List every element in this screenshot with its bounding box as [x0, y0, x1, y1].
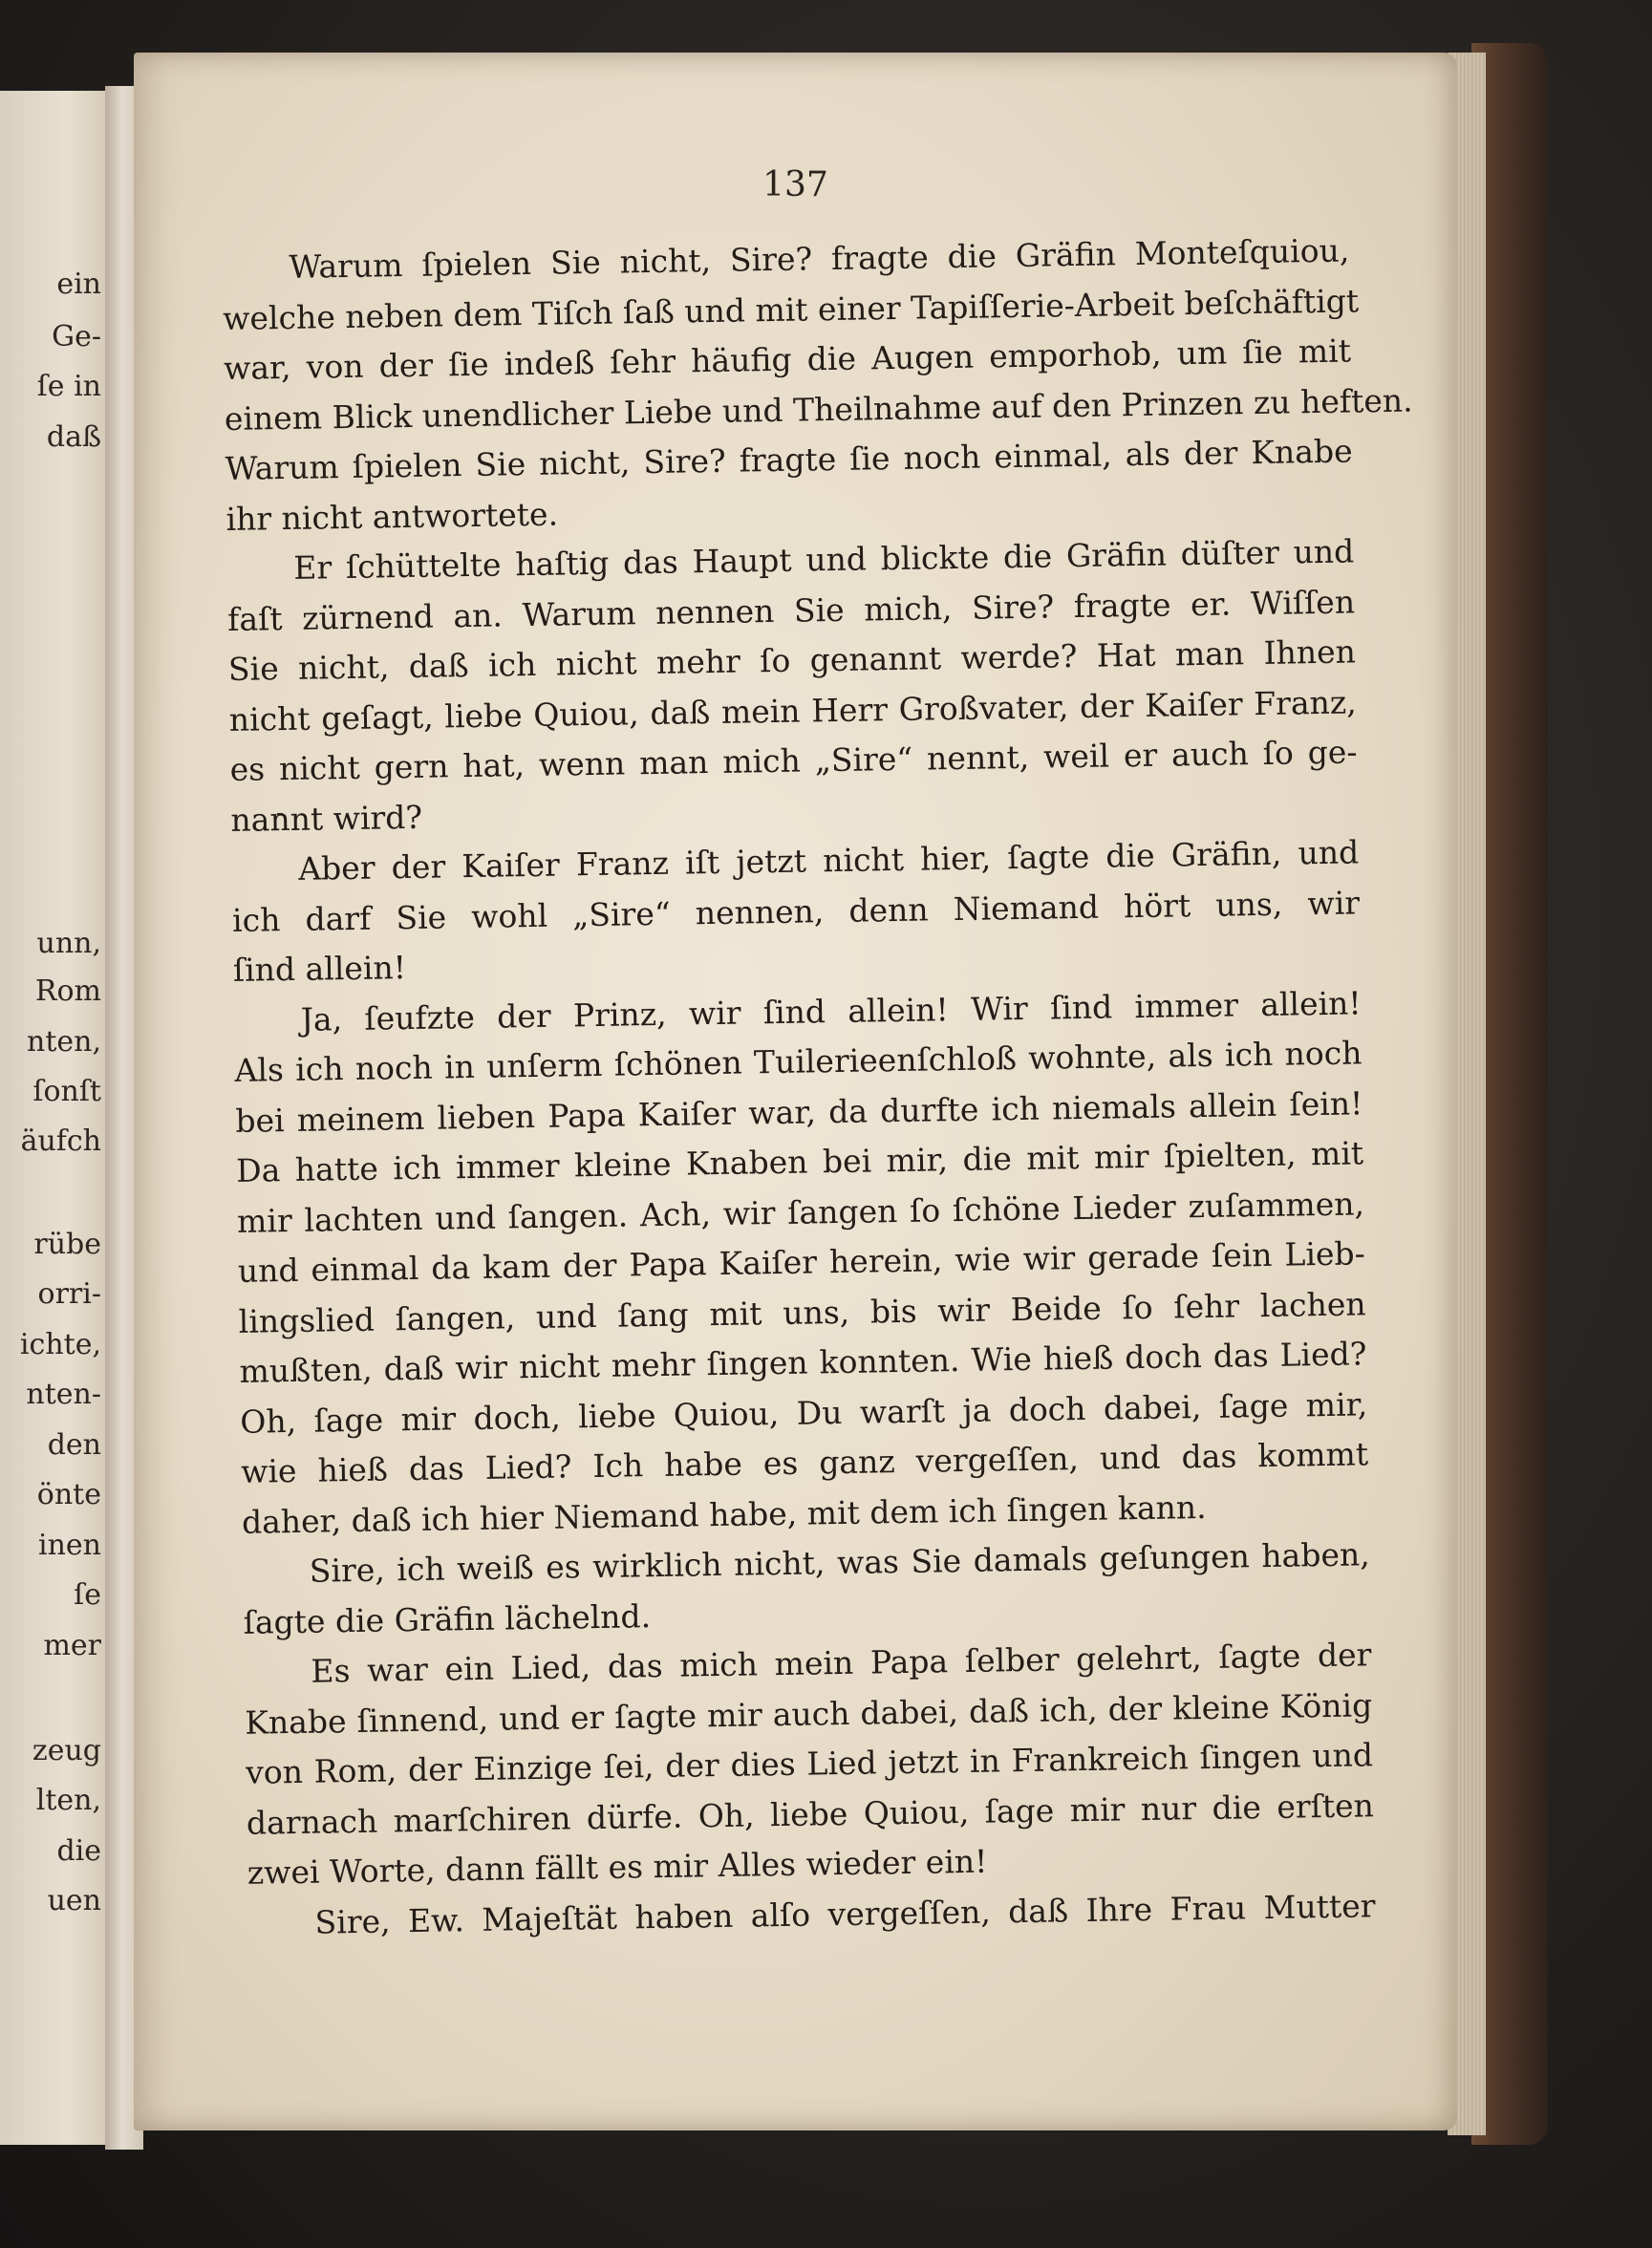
text-line: faſt zürnend an. Warum nennen Sie mich, Sire? fragte er. Wiſſen — [226, 582, 1356, 638]
left-fragment: ſe — [74, 1578, 101, 1612]
text-line: einem Blick unendlicher Liebe und Theilnahme auf den Prinzen zu heften. — [224, 380, 1413, 438]
left-fragment: önte — [36, 1478, 101, 1511]
text-line: es nicht gern hat, wenn man mich „Sire“ nennt, weil er auch ſo ge- — [229, 733, 1358, 788]
page-number: 137 — [762, 165, 828, 204]
text-line: daher, daß ich hier Niemand habe, mit dem ich ſingen kann. — [241, 1488, 1207, 1541]
text-line: darnach marſchiren dürfe. Oh, liebe Quiou, ſage mir nur die erſten — [246, 1786, 1375, 1842]
left-fragment: unn, — [36, 927, 101, 960]
text-line: war, von der ſie indeß ſehr häufig die Augen emporhob, um ſie mit — [223, 332, 1352, 387]
text-line: ſind allein! — [232, 949, 407, 989]
left-fragment: rübe — [33, 1228, 101, 1261]
left-fragment: inen — [38, 1529, 101, 1562]
text-line: Knabe ſinnend, und er ſagte mir auch dabei, daß ich, der kleine König — [245, 1685, 1373, 1742]
left-fragment: nten- — [26, 1378, 101, 1411]
left-fragment: uen — [47, 1884, 101, 1917]
left-fragment: Ge- — [52, 320, 101, 353]
text-line: Sire, ich weiß es wirklich nicht, was Sie damals geſungen haben, — [309, 1535, 1371, 1590]
text-line: bei meinem lieben Papa Kaiſer war, da durfte ich niemals allein ſein! — [235, 1083, 1363, 1140]
text-line: wie hieß das Lied? Ich habe es ganz vergeſſen, und das kommt — [240, 1435, 1369, 1490]
text-line: zwei Worte, dann fällt es mir Alles wieder ein! — [247, 1842, 988, 1892]
text-line: Als ich noch in unſerm ſchönen Tuilerieenſchloß wohnte, als ich noch — [234, 1034, 1362, 1089]
text-line: Ja, ſeufzte der Prinz, wir ſind allein! Wir ſind immer allein! — [300, 983, 1362, 1038]
text-line: mußten, daß wir nicht mehr ſingen konnten. Wie hieß doch das Lied? — [239, 1335, 1367, 1390]
book-page — [134, 53, 1457, 2130]
left-fragment: ichte, — [19, 1328, 101, 1361]
text-line: ich darf Sie wohl „Sire“ nennen, denn Niemand hört uns, wir — [231, 883, 1361, 939]
text-line: mir lachten und ſangen. Ach, wir ſangen ſo ſchöne Lieder zuſammen, — [236, 1184, 1365, 1240]
left-fragment: nten, — [27, 1025, 101, 1059]
left-fragment: ſonſt — [32, 1075, 101, 1108]
text-line: Warum ſpielen Sie nicht, Sire? fragte ſie noch einmal, als der Knabe — [225, 432, 1353, 487]
left-fragment: äufch — [20, 1124, 101, 1158]
text-line: Er ſchüttelte haſtig das Haupt und blickte die Gräfin düſter und — [293, 532, 1355, 587]
left-fragment: ein — [56, 268, 101, 301]
left-fragment: daß — [46, 420, 101, 454]
text-line: Sire, Ew. Majeſtät haben alſo vergeſſen, daß Ihre Frau Mutter — [314, 1886, 1376, 1941]
text-line: Sie nicht, daß ich nicht mehr ſo genannt werde? Hat man Ihnen — [227, 632, 1357, 688]
text-line: von Rom, der Einzige ſei, der dies Lied jetzt in Frankreich ſingen und — [245, 1736, 1374, 1791]
text-line: Oh, ſage mir doch, liebe Quiou, Du warſt ja doch dabei, ſage mir, — [240, 1384, 1368, 1441]
text-line: lingslied ſangen, und ſang mit uns, bis wir Beide ſo ſehr lachen — [238, 1284, 1366, 1340]
text-line: ſagte die Gräfin lächelnd. — [243, 1596, 652, 1641]
left-fragment: lten, — [35, 1784, 101, 1817]
text-line: Aber der Kaiſer Franz iſt jetzt nicht hier, ſagte die Gräfin, und — [297, 833, 1360, 888]
text-line: Warum ſpielen Sie nicht, Sire? fragte die Gräfin Monteſquiou, — [289, 231, 1350, 286]
left-facing-page — [0, 91, 113, 2145]
left-fragment: zeug — [32, 1734, 101, 1767]
left-page-text-fragments — [0, 91, 113, 2145]
left-fragment: ſe in — [36, 370, 101, 403]
text-line: ihr nicht antwortete. — [225, 495, 559, 538]
left-fragment: den — [47, 1428, 101, 1462]
left-fragment: Rom — [34, 974, 101, 1008]
left-fragment: orri- — [37, 1277, 101, 1311]
text-line: Da hatte ich immer kleine Knaben bei mir, die mit mir ſpielten, mit — [235, 1134, 1364, 1189]
text-line: nannt wird? — [230, 798, 423, 839]
text-line: und einmal da kam der Papa Kaiſer herein, wie wir gerade ſein Lieb- — [237, 1234, 1366, 1290]
left-fragment: mer — [43, 1629, 101, 1662]
text-line: Es war ein Lied, das mich mein Papa ſelber gelehrt, ſagte der — [311, 1636, 1372, 1690]
text-line: welche neben dem Tiſch ſaß und mit einer Tapiſſerie-Arbeit beſchäftigt — [222, 281, 1360, 337]
body-text — [222, 225, 1413, 1948]
text-line: nicht geſagt, liebe Quiou, daß mein Herr Großvater, der Kaiſer Franz, — [228, 682, 1357, 739]
left-fragment: die — [56, 1834, 101, 1868]
